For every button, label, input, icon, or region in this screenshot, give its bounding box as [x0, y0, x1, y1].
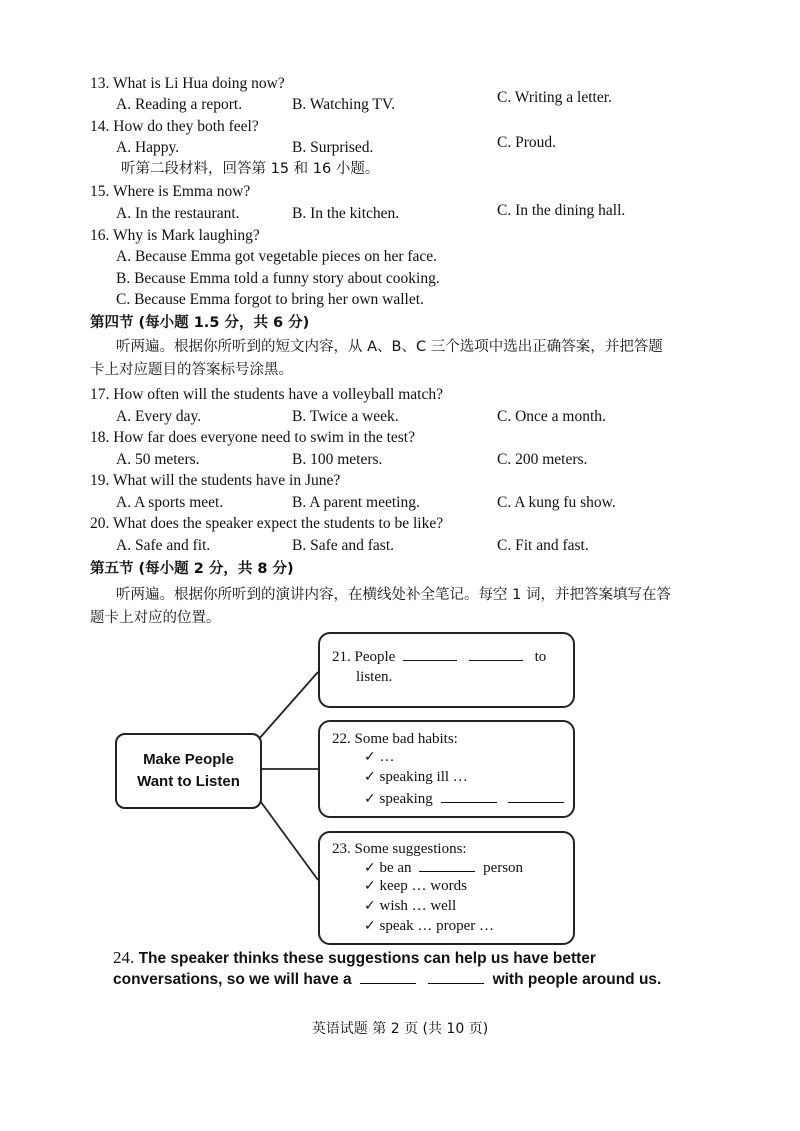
mindmap-box-22: [318, 720, 575, 818]
question-20-stem: 20. What does the speaker expect the students to be like?: [90, 515, 444, 532]
section-4-heading: 第四节 (每小题 1.5 分，共 6 分): [90, 315, 310, 331]
question-15-option-b: B. In the kitchen.: [292, 205, 400, 222]
question-14-stem: 14. How do they both feel?: [90, 118, 259, 135]
box-23-title: 23. Some suggestions:: [332, 841, 467, 857]
question-20-option-b: B. Safe and fast.: [292, 537, 395, 554]
question-24-text-1: The speaker thinks these suggestions can help us have better: [138, 950, 596, 967]
question-19-option-a: A. A sports meet.: [116, 494, 224, 511]
question-24-line-2: [113, 969, 661, 991]
question-19-option-c: C. A kung fu show.: [497, 494, 616, 511]
section-4-instruction-2: 卡上对应题目的答案标号涂黑。: [90, 362, 293, 378]
question-13-stem: 13. What is Li Hua doing now?: [90, 75, 285, 92]
box-22-item-1: …: [379, 749, 395, 765]
box-23-item-2: keep … words: [379, 878, 467, 894]
check-icon: ✓: [364, 918, 376, 934]
question-20-option-c: C. Fit and fast.: [497, 537, 589, 554]
question-18-option-c: C. 200 meters.: [497, 451, 588, 468]
question-18-option-a: A. 50 meters.: [116, 451, 200, 468]
question-15-option-c: C. In the dining hall.: [497, 202, 626, 219]
blank-22-1[interactable]: [441, 788, 497, 803]
question-24-text-2b: with people around us.: [492, 971, 662, 988]
question-18-option-b: B. 100 meters.: [292, 451, 383, 468]
question-13-option-c: C. Writing a letter.: [497, 89, 612, 106]
question-17-option-b: B. Twice a week.: [292, 408, 399, 425]
check-icon: ✓: [364, 749, 376, 765]
question-19-option-b: B. A parent meeting.: [292, 494, 420, 511]
question-16-stem: 16. Why is Mark laughing?: [90, 227, 260, 244]
box-22-item-3: speaking: [379, 791, 433, 807]
box-21-line-2: listen.: [356, 669, 393, 685]
box-21-prefix: 21. People: [332, 649, 396, 665]
blank-24-1[interactable]: [360, 969, 416, 984]
question-17-option-c: C. Once a month.: [497, 408, 606, 425]
mindmap-center-line-2: Want to Listen: [137, 773, 240, 790]
box-23-item-1b: person: [483, 860, 524, 876]
question-18-stem: 18. How far does everyone need to swim in the test?: [90, 429, 415, 446]
question-16-option-c: C. Because Emma forgot to bring her own wallet.: [116, 291, 424, 308]
question-14-option-a: A. Happy.: [116, 139, 180, 156]
question-13-option-a: A. Reading a report.: [116, 96, 243, 113]
connector-to-box-23: [258, 798, 318, 880]
question-20-option-a: A. Safe and fit.: [116, 537, 211, 554]
question-24-line-1: [113, 947, 596, 970]
check-icon: ✓: [364, 878, 376, 894]
question-14-option-c: C. Proud.: [497, 134, 556, 151]
blank-21-1[interactable]: [403, 646, 457, 661]
question-13-option-b: B. Watching TV.: [292, 96, 395, 113]
question-16-option-a: A. Because Emma got vegetable pieces on her face.: [116, 248, 438, 265]
question-19-stem: 19. What will the students have in June?: [90, 472, 341, 489]
question-15-option-a: A. In the restaurant.: [116, 205, 240, 222]
check-icon: ✓: [364, 791, 376, 807]
question-17-option-a: A. Every day.: [116, 408, 202, 425]
section-5-heading: 第五节 (每小题 2 分，共 8 分): [90, 561, 294, 577]
mindmap-box-21: [318, 632, 575, 708]
mindmap-center-line-1: Make People: [143, 751, 234, 768]
check-icon: ✓: [364, 860, 376, 876]
box-21-suffix: to: [534, 649, 547, 665]
box-22-title: 22. Some bad habits:: [332, 731, 458, 747]
blank-24-2[interactable]: [428, 969, 484, 984]
blank-22-2[interactable]: [508, 788, 564, 803]
section-5-instruction-1: 听两遍。根据你所听到的演讲内容，在横线处补全笔记。每空 1 词，并把答案填写在答: [116, 587, 671, 603]
check-icon: ✓: [364, 898, 376, 914]
part2-instruction: 听第二段材料，回答第 15 和 16 小题。: [121, 161, 380, 177]
question-24-number: 24.: [113, 948, 135, 967]
connector-to-box-21: [258, 672, 318, 740]
section-4-instruction-1: 听两遍。根据你所听到的短文内容，从 A、B、C 三个选项中选出正确答案，并把答题: [116, 339, 663, 355]
question-17-stem: 17. How often will the students have a volleyball match?: [90, 386, 443, 403]
mindmap-box-23: [318, 831, 575, 945]
question-14-option-b: B. Surprised.: [292, 139, 374, 156]
check-icon: ✓: [364, 769, 376, 785]
question-15-stem: 15. Where is Emma now?: [90, 183, 251, 200]
box-22-item-2: speaking ill …: [379, 769, 468, 785]
question-24-text-2a: conversations, so we will have a: [113, 971, 352, 988]
page-footer: 英语试题 第 2 页 (共 10 页): [311, 1021, 489, 1037]
box-23-item-1a: be an: [379, 860, 412, 876]
blank-21-2[interactable]: [469, 646, 523, 661]
section-5-instruction-2: 题卡上对应的位置。: [90, 610, 221, 626]
question-16-option-b: B. Because Emma told a funny story about cooking.: [116, 270, 440, 287]
box-23-item-4: speak … proper …: [379, 918, 495, 934]
box-23-item-3: wish … well: [379, 898, 457, 914]
mindmap-center-box: [115, 733, 262, 809]
blank-23-1[interactable]: [419, 857, 475, 872]
